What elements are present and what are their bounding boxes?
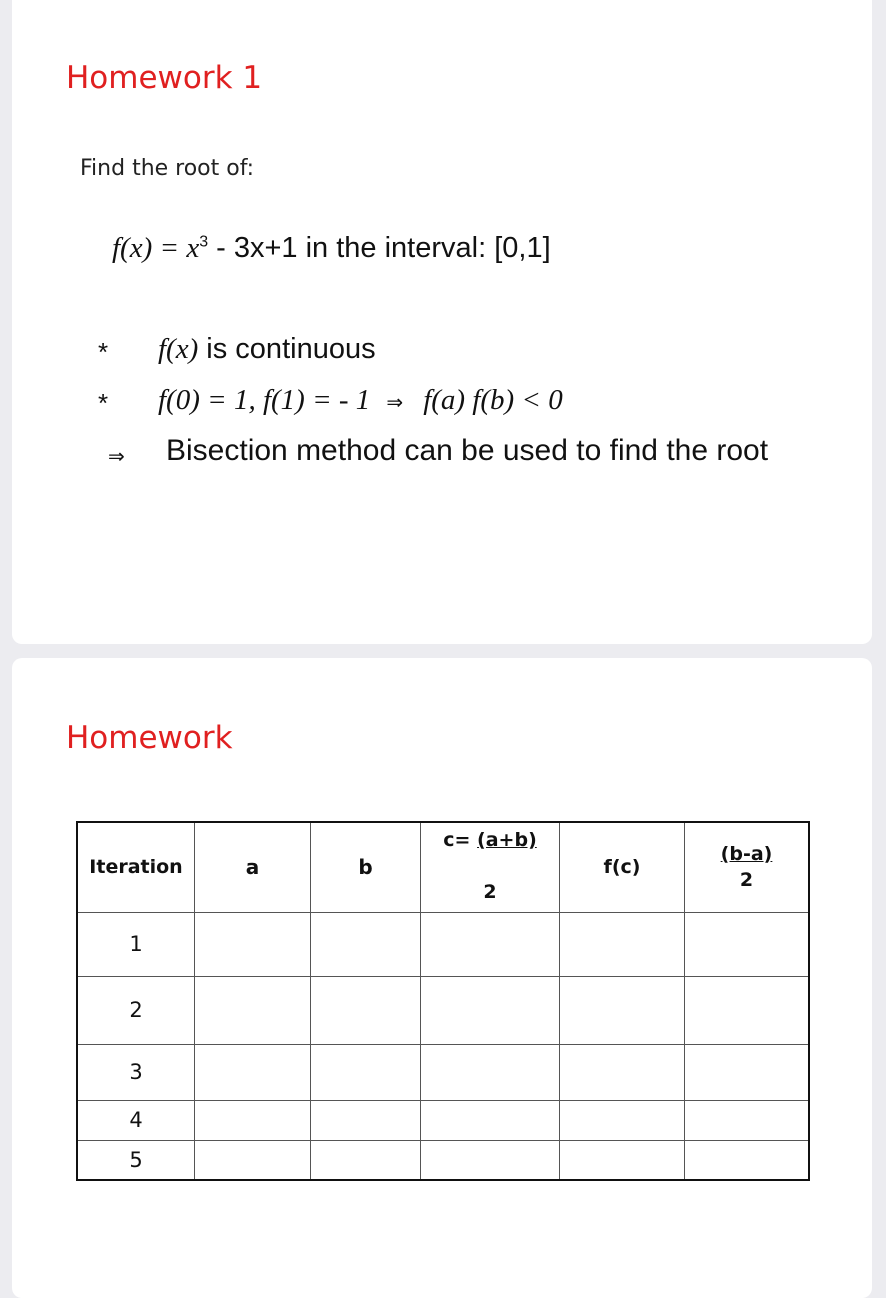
bullet-star-1: *	[98, 337, 109, 367]
product-condition: f(a) f(b) < 0	[423, 384, 563, 416]
midpoint-prefix: c=	[443, 829, 471, 851]
b-cell	[311, 1100, 421, 1140]
continuous-text: is continuous	[198, 333, 376, 365]
bisection-conclusion: Bisection method can be used to find the root	[166, 434, 769, 467]
header-b: b	[311, 822, 421, 912]
table-row	[77, 1140, 809, 1180]
c-cell	[421, 1100, 560, 1140]
c-cell	[421, 976, 560, 1044]
half-cell	[685, 1100, 810, 1140]
prompt-text: Find the root of:	[80, 156, 255, 181]
table-row	[77, 1044, 809, 1100]
header-a: a	[195, 822, 311, 912]
bullet-star-2: *	[98, 388, 109, 418]
iteration-cell: 1	[77, 912, 195, 976]
b-cell	[311, 1044, 421, 1100]
a-cell	[195, 1140, 311, 1180]
equation-rhs: - 3x+1 in the interval: [0,1]	[208, 232, 551, 264]
a-cell	[195, 912, 311, 976]
bisection-table	[76, 821, 810, 1181]
b-cell	[311, 912, 421, 976]
half-width-numerator: (b-a)	[720, 843, 773, 866]
midpoint-denominator: 2	[483, 881, 497, 903]
header-iteration: Iteration	[77, 822, 195, 912]
homework-1-card	[12, 0, 872, 644]
equation	[112, 232, 551, 265]
a-cell	[195, 976, 311, 1044]
implies-arrow: ⇒	[386, 392, 404, 414]
table-row	[77, 1100, 809, 1140]
page-title: Homework 1	[66, 60, 263, 96]
implies-arrow-icon: ⇒	[108, 446, 125, 468]
fc-cell	[560, 1140, 685, 1180]
c-cell	[421, 1044, 560, 1100]
c-cell	[421, 912, 560, 976]
a-cell	[195, 1100, 311, 1140]
table-header-row	[77, 822, 809, 912]
half-cell	[685, 976, 810, 1044]
b-cell	[311, 1140, 421, 1180]
table-row	[77, 976, 809, 1044]
fc-cell	[560, 912, 685, 976]
iteration-cell: 2	[77, 976, 195, 1044]
bullet-continuous	[158, 333, 376, 366]
half-cell	[685, 912, 810, 976]
section-title: Homework	[66, 720, 233, 756]
c-cell	[421, 1140, 560, 1180]
half-width-denominator: 2	[739, 869, 754, 892]
header-midpoint	[421, 822, 560, 912]
half-cell	[685, 1044, 810, 1100]
equation-exponent: 3	[199, 233, 209, 251]
fc-cell	[560, 976, 685, 1044]
fc-cell	[560, 1100, 685, 1140]
fx-italic: f(x)	[158, 333, 199, 365]
equation-lhs: f(x) = x	[112, 232, 200, 264]
bisection-table-wrap	[76, 821, 810, 1181]
header-half-width	[685, 822, 810, 912]
midpoint-numerator: (a+b)	[477, 829, 537, 851]
header-fc: f(c)	[560, 822, 685, 912]
iteration-cell: 3	[77, 1044, 195, 1100]
homework-card	[12, 658, 872, 1298]
a-cell	[195, 1044, 311, 1100]
values-text: f(0) = 1, f(1) = - 1	[158, 384, 371, 416]
fc-cell	[560, 1044, 685, 1100]
iteration-cell: 4	[77, 1100, 195, 1140]
half-cell	[685, 1140, 810, 1180]
table-row	[77, 912, 809, 976]
iteration-cell: 5	[77, 1140, 195, 1180]
bullet-values	[158, 384, 563, 417]
b-cell	[311, 976, 421, 1044]
